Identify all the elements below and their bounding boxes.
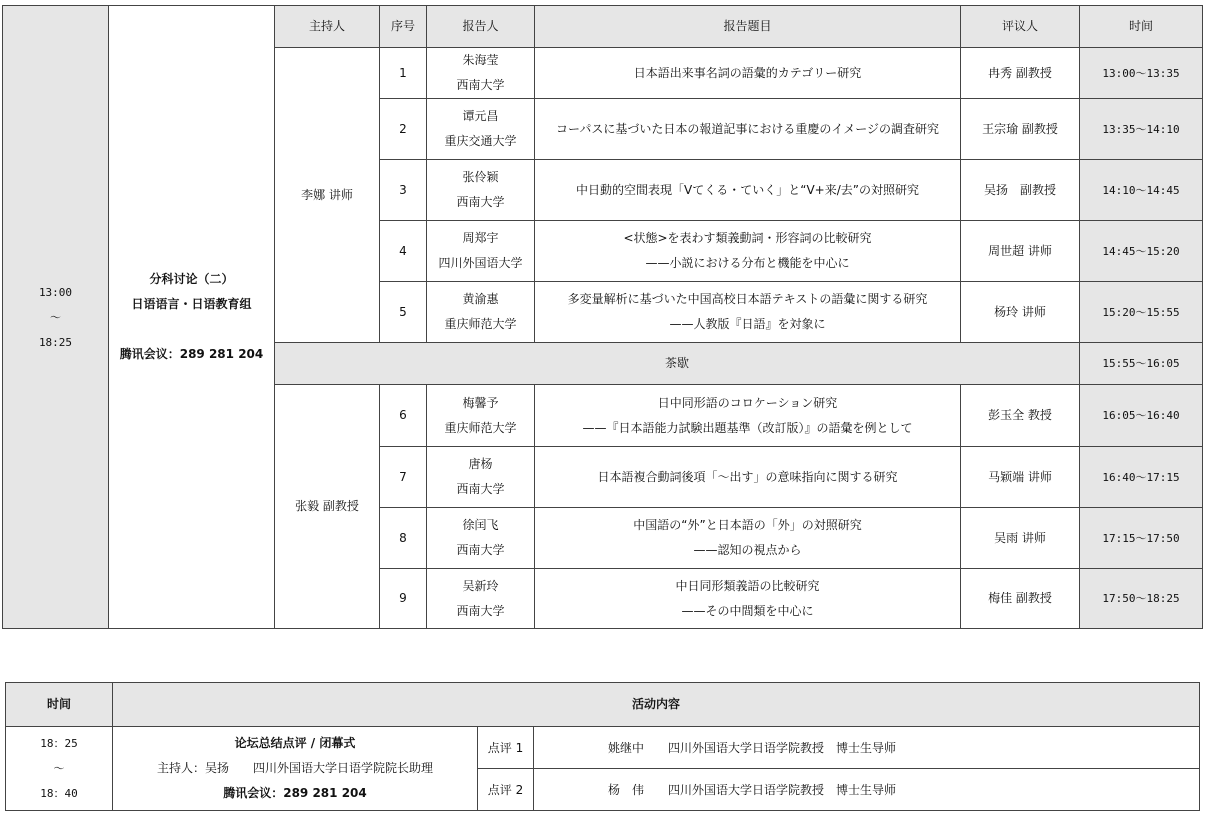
host-cell: 张毅 副教授 (275, 385, 380, 629)
topic-line-2: ——小説における分布と機能を中心に (645, 256, 850, 270)
topic-cell (535, 99, 961, 160)
review-label: 点评 1 (478, 727, 534, 769)
topic-line-1: 日本語複合動詞後項「～出す」の意味指向に関する研究 (597, 469, 898, 484)
speaker-univ: 西南大学 (456, 543, 505, 557)
speaker-cell (427, 569, 535, 629)
talk-time: 16:05～16:40 (1080, 385, 1203, 447)
topic-line-1: 多変量解析に基づいた中国高校日本語テキストの語彙に関する研究 (567, 292, 928, 306)
topic-line-1: 中日動的空間表現「Vてくる・ていく」と“V+来/去”の対照研究 (576, 182, 919, 197)
header-host: 主持人 (275, 6, 380, 48)
topic-cell (535, 221, 961, 282)
speaker-univ: 西南大学 (456, 482, 505, 496)
closing-host: 主持人：吴扬 四川外国语大学日语学院院长助理 (156, 761, 433, 775)
speaker-cell (427, 508, 535, 569)
talk-no: 1 (380, 48, 427, 99)
header-row (3, 6, 1203, 48)
topic-line-1: コーパスに基づいた日本の報道記事における重慶のイメージの調査研究 (555, 121, 940, 136)
closing-time-end: 18：40 (40, 787, 78, 800)
talk-time: 14:10～14:45 (1080, 160, 1203, 221)
closing-time-sep: ～ (53, 762, 65, 775)
talk-no: 7 (380, 447, 427, 508)
host-cell: 李娜 讲师 (275, 48, 380, 343)
speaker-cell (427, 282, 535, 343)
speaker-cell (427, 160, 535, 221)
session-info-cell (109, 6, 275, 629)
closing-header-time: 时间 (6, 683, 113, 727)
talk-time: 15:20～15:55 (1080, 282, 1203, 343)
session-time-start: 13:00 (38, 285, 73, 299)
closing-table (5, 682, 1200, 811)
closing-title: 论坛总结点评 / 闭幕式 (234, 736, 356, 750)
reviewer-cell: 马颖端 讲师 (961, 447, 1080, 508)
session-title: 分科讨论（二） (149, 272, 234, 286)
topic-line-1: 日本語出来事名詞の語彙的カテゴリー研究 (633, 65, 862, 80)
speaker-cell (427, 385, 535, 447)
talk-time: 17:15～17:50 (1080, 508, 1203, 569)
topic-line-2: ——『日本語能力試験出題基準（改訂版）』の語彙を例として (582, 420, 913, 435)
header-topic: 报告题目 (535, 6, 961, 48)
closing-header-content: 活动内容 (113, 683, 1200, 727)
speaker-univ: 重庆交通大学 (444, 134, 517, 148)
closing-row (6, 727, 1200, 769)
reviewer-cell: 王宗瑜 副教授 (961, 99, 1080, 160)
talk-no: 5 (380, 282, 427, 343)
break-label: 茶歇 (275, 343, 1080, 385)
talk-no: 2 (380, 99, 427, 160)
talk-no: 4 (380, 221, 427, 282)
header-speaker: 报告人 (427, 6, 535, 48)
talk-no: 9 (380, 569, 427, 629)
closing-header-row (6, 683, 1200, 727)
reviewer-cell: 周世超 讲师 (961, 221, 1080, 282)
topic-line-2: ——認知の視点から (693, 543, 802, 557)
speaker-univ: 重庆师范大学 (444, 420, 517, 435)
speaker-name: 黄渝惠 (462, 292, 499, 306)
session-time-cell (3, 6, 109, 629)
session-time-end: 18:25 (38, 335, 73, 349)
speaker-name: 唐杨 (468, 457, 493, 471)
speaker-cell (427, 99, 535, 160)
closing-meeting: 腾讯会议：289 281 204 (223, 786, 367, 800)
talk-no: 3 (380, 160, 427, 221)
topic-line-1: <状態>を表わす類義動詞・形容詞の比較研究 (623, 231, 872, 245)
topic-line-1: 日中同形語のコロケーション研究 (657, 395, 838, 410)
speaker-name: 张伶颖 (462, 170, 499, 184)
header-no: 序号 (380, 6, 427, 48)
speaker-name: 徐闰飞 (462, 518, 499, 532)
speaker-name: 朱海莹 (462, 53, 499, 67)
speaker-cell (427, 48, 535, 99)
topic-cell (535, 48, 961, 99)
talk-no: 6 (380, 385, 427, 447)
talk-time: 13:00～13:35 (1080, 48, 1203, 99)
talk-time: 14:45～15:20 (1080, 221, 1203, 282)
topic-cell (535, 447, 961, 508)
review-text: 姚继中 四川外国语大学日语学院教授 博士生导师 (534, 727, 1200, 769)
topic-cell (535, 508, 961, 569)
talk-no: 8 (380, 508, 427, 569)
topic-cell (535, 385, 961, 447)
reviewer-cell: 吴扬 副教授 (961, 160, 1080, 221)
topic-line-2: ——その中間類を中心に (681, 603, 814, 618)
topic-cell (535, 160, 961, 221)
reviewer-cell: 梅佳 副教授 (961, 569, 1080, 629)
reviewer-cell: 吴雨 讲师 (961, 508, 1080, 569)
speaker-univ: 西南大学 (456, 603, 505, 618)
topic-line-1: 中国語の“外”と日本語の「外」の対照研究 (633, 518, 862, 532)
talk-time: 16:40～17:15 (1080, 447, 1203, 508)
closing-info-cell (113, 727, 478, 811)
reviewer-cell: 彭玉全 教授 (961, 385, 1080, 447)
speaker-name: 梅馨予 (462, 395, 499, 410)
closing-time-cell (6, 727, 113, 811)
session-time-sep: ～ (50, 310, 61, 324)
speaker-univ: 西南大学 (456, 78, 505, 92)
talk-time: 17:50～18:25 (1080, 569, 1203, 629)
break-time: 15:55～16:05 (1080, 343, 1203, 385)
header-reviewer: 评议人 (961, 6, 1080, 48)
review-label: 点评 2 (478, 769, 534, 811)
speaker-name: 谭元昌 (462, 109, 499, 123)
speaker-univ: 重庆师范大学 (444, 317, 517, 331)
session-meeting: 腾讯会议：289 281 204 (119, 347, 264, 361)
closing-time-start: 18：25 (40, 737, 78, 750)
talk-time: 13:35～14:10 (1080, 99, 1203, 160)
reviewer-cell: 冉秀 副教授 (961, 48, 1080, 99)
speaker-name: 周郑宇 (462, 231, 499, 245)
header-time: 时间 (1080, 6, 1203, 48)
speaker-univ: 四川外国语大学 (438, 256, 523, 270)
speaker-cell (427, 447, 535, 508)
topic-line-1: 中日同形類義語の比較研究 (675, 578, 820, 593)
review-text: 杨 伟 四川外国语大学日语学院教授 博士生导师 (534, 769, 1200, 811)
session-subtitle: 日语语言・日语教育组 (131, 297, 252, 311)
reviewer-cell: 杨玲 讲师 (961, 282, 1080, 343)
speaker-cell (427, 221, 535, 282)
speaker-univ: 西南大学 (456, 195, 505, 209)
speaker-name: 吴新玲 (462, 578, 499, 593)
topic-cell (535, 569, 961, 629)
topic-cell (535, 282, 961, 343)
session-schedule-table (2, 5, 1203, 629)
topic-line-2: ——人教版『日語』を対象に (669, 317, 826, 331)
